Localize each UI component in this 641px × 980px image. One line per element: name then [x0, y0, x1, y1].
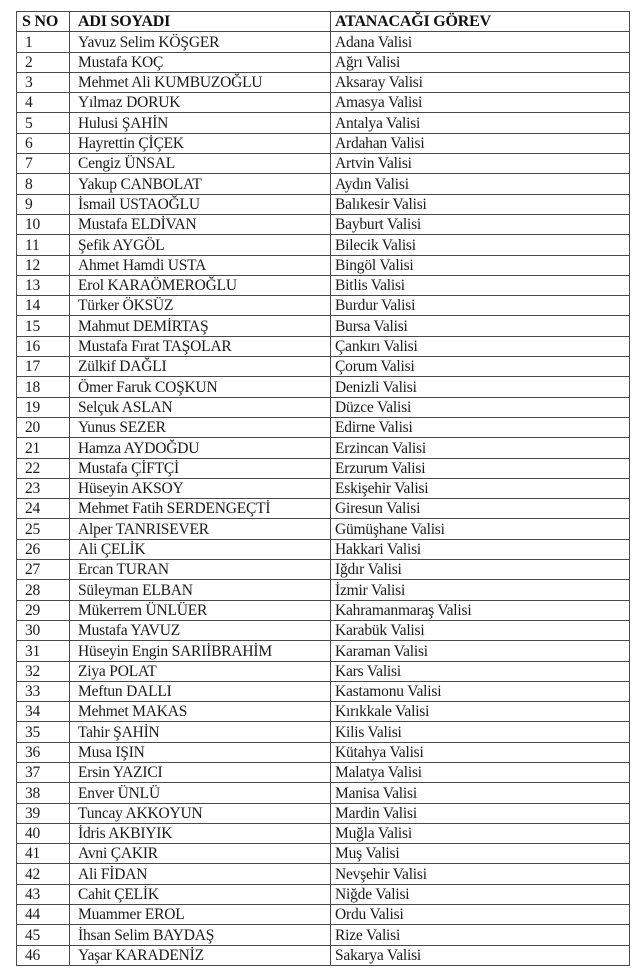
- assigned-duty-cell: Kırıkkale Valisi: [331, 702, 630, 722]
- assigned-duty-cell: Erzincan Valisi: [331, 438, 630, 458]
- table-row: [17, 235, 630, 255]
- assigned-duty-cell: Edirne Valisi: [331, 417, 630, 437]
- serial-number-cell: 31: [17, 641, 70, 661]
- serial-number-cell: 2: [17, 52, 70, 72]
- serial-number-cell: 35: [17, 722, 70, 742]
- assigned-duty-cell: Muğla Valisi: [331, 823, 630, 843]
- full-name-cell: Erol KARAÖMEROĞLU: [70, 275, 331, 295]
- table-header: [17, 12, 630, 32]
- full-name-cell: Hüseyin Engin SARIİBRAHİM: [70, 641, 331, 661]
- table-row: [17, 905, 630, 925]
- full-name-cell: Yaşar KARADENİZ: [70, 945, 331, 965]
- table-row: [17, 154, 630, 174]
- table-row: [17, 742, 630, 762]
- table-row: [17, 174, 630, 194]
- serial-number-cell: 29: [17, 600, 70, 620]
- assigned-duty-cell: Gümüşhane Valisi: [331, 519, 630, 539]
- serial-number-cell: 7: [17, 154, 70, 174]
- serial-number-cell: 5: [17, 113, 70, 133]
- full-name-cell: Ali FİDAN: [70, 864, 331, 884]
- serial-number-cell: 21: [17, 438, 70, 458]
- table-row: [17, 32, 630, 52]
- table-row: [17, 762, 630, 782]
- table-row: [17, 417, 630, 437]
- assigned-duty-cell: Çorum Valisi: [331, 357, 630, 377]
- assigned-duty-cell: Düzce Valisi: [331, 397, 630, 417]
- assigned-duty-cell: Giresun Valisi: [331, 499, 630, 519]
- header-serial-number: S NO: [17, 12, 70, 32]
- assigned-duty-cell: Manisa Valisi: [331, 783, 630, 803]
- full-name-cell: Ali ÇELİK: [70, 539, 331, 559]
- assigned-duty-cell: Iğdır Valisi: [331, 560, 630, 580]
- assigned-duty-cell: Burdur Valisi: [331, 296, 630, 316]
- full-name-cell: İdris AKBIYIK: [70, 823, 331, 843]
- serial-number-cell: 6: [17, 133, 70, 153]
- serial-number-cell: 10: [17, 214, 70, 234]
- full-name-cell: Tahir ŞAHİN: [70, 722, 331, 742]
- table-row: [17, 722, 630, 742]
- assigned-duty-cell: Karabük Valisi: [331, 620, 630, 640]
- full-name-cell: Enver ÜNLÜ: [70, 783, 331, 803]
- serial-number-cell: 32: [17, 661, 70, 681]
- full-name-cell: Mehmet MAKAS: [70, 702, 331, 722]
- full-name-cell: Musa IŞIN: [70, 742, 331, 762]
- serial-number-cell: 40: [17, 823, 70, 843]
- serial-number-cell: 20: [17, 417, 70, 437]
- full-name-cell: Tuncay AKKOYUN: [70, 803, 331, 823]
- table-row: [17, 620, 630, 640]
- table-row: [17, 661, 630, 681]
- full-name-cell: Hüseyin AKSOY: [70, 478, 331, 498]
- assigned-duty-cell: Karaman Valisi: [331, 641, 630, 661]
- full-name-cell: Yunus SEZER: [70, 417, 331, 437]
- serial-number-cell: 12: [17, 255, 70, 275]
- full-name-cell: Mustafa KOÇ: [70, 52, 331, 72]
- serial-number-cell: 14: [17, 296, 70, 316]
- header-row: [17, 12, 630, 32]
- table-row: [17, 52, 630, 72]
- full-name-cell: Cengiz ÜNSAL: [70, 154, 331, 174]
- table-row: [17, 519, 630, 539]
- assigned-duty-cell: Mardin Valisi: [331, 803, 630, 823]
- table-row: [17, 438, 630, 458]
- appointment-table: [16, 11, 630, 966]
- assigned-duty-cell: Adana Valisi: [331, 32, 630, 52]
- full-name-cell: Mustafa ÇİFTÇİ: [70, 458, 331, 478]
- serial-number-cell: 27: [17, 560, 70, 580]
- full-name-cell: Meftun DALLI: [70, 681, 331, 701]
- full-name-cell: Muammer EROL: [70, 905, 331, 925]
- full-name-cell: Ercan TURAN: [70, 560, 331, 580]
- serial-number-cell: 4: [17, 93, 70, 113]
- assigned-duty-cell: Amasya Valisi: [331, 93, 630, 113]
- serial-number-cell: 9: [17, 194, 70, 214]
- table-row: [17, 560, 630, 580]
- full-name-cell: Mahmut DEMİRTAŞ: [70, 316, 331, 336]
- assigned-duty-cell: Aydın Valisi: [331, 174, 630, 194]
- serial-number-cell: 26: [17, 539, 70, 559]
- full-name-cell: Türker ÖKSÜZ: [70, 296, 331, 316]
- assigned-duty-cell: Balıkesir Valisi: [331, 194, 630, 214]
- assigned-duty-cell: Hakkari Valisi: [331, 539, 630, 559]
- table-row: [17, 478, 630, 498]
- table-row: [17, 844, 630, 864]
- assigned-duty-cell: Denizli Valisi: [331, 377, 630, 397]
- assigned-duty-cell: Bilecik Valisi: [331, 235, 630, 255]
- serial-number-cell: 38: [17, 783, 70, 803]
- serial-number-cell: 36: [17, 742, 70, 762]
- table-row: [17, 72, 630, 92]
- table-row: [17, 93, 630, 113]
- full-name-cell: Cahit ÇELİK: [70, 884, 331, 904]
- full-name-cell: Süleyman ELBAN: [70, 580, 331, 600]
- serial-number-cell: 34: [17, 702, 70, 722]
- full-name-cell: Avni ÇAKIR: [70, 844, 331, 864]
- table-row: [17, 133, 630, 153]
- table-row: [17, 316, 630, 336]
- assigned-duty-cell: Kütahya Valisi: [331, 742, 630, 762]
- full-name-cell: Yavuz Selim KÖŞGER: [70, 32, 331, 52]
- full-name-cell: İsmail USTAOĞLU: [70, 194, 331, 214]
- table-row: [17, 296, 630, 316]
- assigned-duty-cell: Ardahan Valisi: [331, 133, 630, 153]
- full-name-cell: Mehmet Ali KUMBUZOĞLU: [70, 72, 331, 92]
- table-row: [17, 397, 630, 417]
- serial-number-cell: 42: [17, 864, 70, 884]
- serial-number-cell: 19: [17, 397, 70, 417]
- header-assigned-duty: ATANACAĞI GÖREV: [331, 12, 630, 32]
- assigned-duty-cell: Bursa Valisi: [331, 316, 630, 336]
- assigned-duty-cell: İzmir Valisi: [331, 580, 630, 600]
- assigned-duty-cell: Ordu Valisi: [331, 905, 630, 925]
- table-row: [17, 925, 630, 945]
- serial-number-cell: 39: [17, 803, 70, 823]
- serial-number-cell: 23: [17, 478, 70, 498]
- assigned-duty-cell: Rize Valisi: [331, 925, 630, 945]
- serial-number-cell: 15: [17, 316, 70, 336]
- full-name-cell: Yılmaz DORUK: [70, 93, 331, 113]
- table-row: [17, 600, 630, 620]
- full-name-cell: İhsan Selim BAYDAŞ: [70, 925, 331, 945]
- assigned-duty-cell: Malatya Valisi: [331, 762, 630, 782]
- table-row: [17, 214, 630, 234]
- serial-number-cell: 1: [17, 32, 70, 52]
- assigned-duty-cell: Kahramanmaraş Valisi: [331, 600, 630, 620]
- table-row: [17, 864, 630, 884]
- assigned-duty-cell: Kars Valisi: [331, 661, 630, 681]
- serial-number-cell: 41: [17, 844, 70, 864]
- table-row: [17, 580, 630, 600]
- full-name-cell: Mustafa ELDİVAN: [70, 214, 331, 234]
- assigned-duty-cell: Aksaray Valisi: [331, 72, 630, 92]
- assigned-duty-cell: Nevşehir Valisi: [331, 864, 630, 884]
- serial-number-cell: 13: [17, 275, 70, 295]
- table-row: [17, 884, 630, 904]
- assigned-duty-cell: Bitlis Valisi: [331, 275, 630, 295]
- table-row: [17, 823, 630, 843]
- full-name-cell: Ömer Faruk COŞKUN: [70, 377, 331, 397]
- assigned-duty-cell: Eskişehir Valisi: [331, 478, 630, 498]
- serial-number-cell: 16: [17, 336, 70, 356]
- table-row: [17, 113, 630, 133]
- full-name-cell: Mükerrem ÜNLÜER: [70, 600, 331, 620]
- assigned-duty-cell: Erzurum Valisi: [331, 458, 630, 478]
- serial-number-cell: 44: [17, 905, 70, 925]
- table-row: [17, 275, 630, 295]
- full-name-cell: Selçuk ASLAN: [70, 397, 331, 417]
- full-name-cell: Alper TANRISEVER: [70, 519, 331, 539]
- full-name-cell: Şefik AYGÖL: [70, 235, 331, 255]
- full-name-cell: Mustafa YAVUZ: [70, 620, 331, 640]
- table-row: [17, 783, 630, 803]
- table-row: [17, 803, 630, 823]
- table-row: [17, 377, 630, 397]
- serial-number-cell: 25: [17, 519, 70, 539]
- full-name-cell: Zülkif DAĞLI: [70, 357, 331, 377]
- full-name-cell: Hamza AYDOĞDU: [70, 438, 331, 458]
- full-name-cell: Hulusi ŞAHİN: [70, 113, 331, 133]
- serial-number-cell: 30: [17, 620, 70, 640]
- serial-number-cell: 18: [17, 377, 70, 397]
- serial-number-cell: 22: [17, 458, 70, 478]
- serial-number-cell: 17: [17, 357, 70, 377]
- table-row: [17, 194, 630, 214]
- serial-number-cell: 46: [17, 945, 70, 965]
- serial-number-cell: 45: [17, 925, 70, 945]
- table-row: [17, 336, 630, 356]
- serial-number-cell: 33: [17, 681, 70, 701]
- full-name-cell: Ahmet Hamdi USTA: [70, 255, 331, 275]
- assigned-duty-cell: Çankırı Valisi: [331, 336, 630, 356]
- assigned-duty-cell: Antalya Valisi: [331, 113, 630, 133]
- table-row: [17, 458, 630, 478]
- assigned-duty-cell: Kilis Valisi: [331, 722, 630, 742]
- full-name-cell: Mehmet Fatih SERDENGEÇTİ: [70, 499, 331, 519]
- full-name-cell: Yakup CANBOLAT: [70, 174, 331, 194]
- assigned-duty-cell: Muş Valisi: [331, 844, 630, 864]
- table-row: [17, 357, 630, 377]
- serial-number-cell: 43: [17, 884, 70, 904]
- header-full-name: ADI SOYADI: [70, 12, 331, 32]
- table-row: [17, 499, 630, 519]
- full-name-cell: Mustafa Fırat TAŞOLAR: [70, 336, 331, 356]
- serial-number-cell: 3: [17, 72, 70, 92]
- full-name-cell: Ziya POLAT: [70, 661, 331, 681]
- table-row: [17, 681, 630, 701]
- assigned-duty-cell: Bayburt Valisi: [331, 214, 630, 234]
- assigned-duty-cell: Kastamonu Valisi: [331, 681, 630, 701]
- table-body: [17, 32, 630, 966]
- full-name-cell: Ersin YAZICI: [70, 762, 331, 782]
- full-name-cell: Hayrettin ÇİÇEK: [70, 133, 331, 153]
- serial-number-cell: 8: [17, 174, 70, 194]
- table-row: [17, 945, 630, 965]
- table-row: [17, 539, 630, 559]
- assigned-duty-cell: Bingöl Valisi: [331, 255, 630, 275]
- serial-number-cell: 24: [17, 499, 70, 519]
- assigned-duty-cell: Ağrı Valisi: [331, 52, 630, 72]
- table-row: [17, 702, 630, 722]
- assigned-duty-cell: Sakarya Valisi: [331, 945, 630, 965]
- serial-number-cell: 37: [17, 762, 70, 782]
- serial-number-cell: 11: [17, 235, 70, 255]
- assigned-duty-cell: Artvin Valisi: [331, 154, 630, 174]
- table-row: [17, 255, 630, 275]
- serial-number-cell: 28: [17, 580, 70, 600]
- table-row: [17, 641, 630, 661]
- assigned-duty-cell: Niğde Valisi: [331, 884, 630, 904]
